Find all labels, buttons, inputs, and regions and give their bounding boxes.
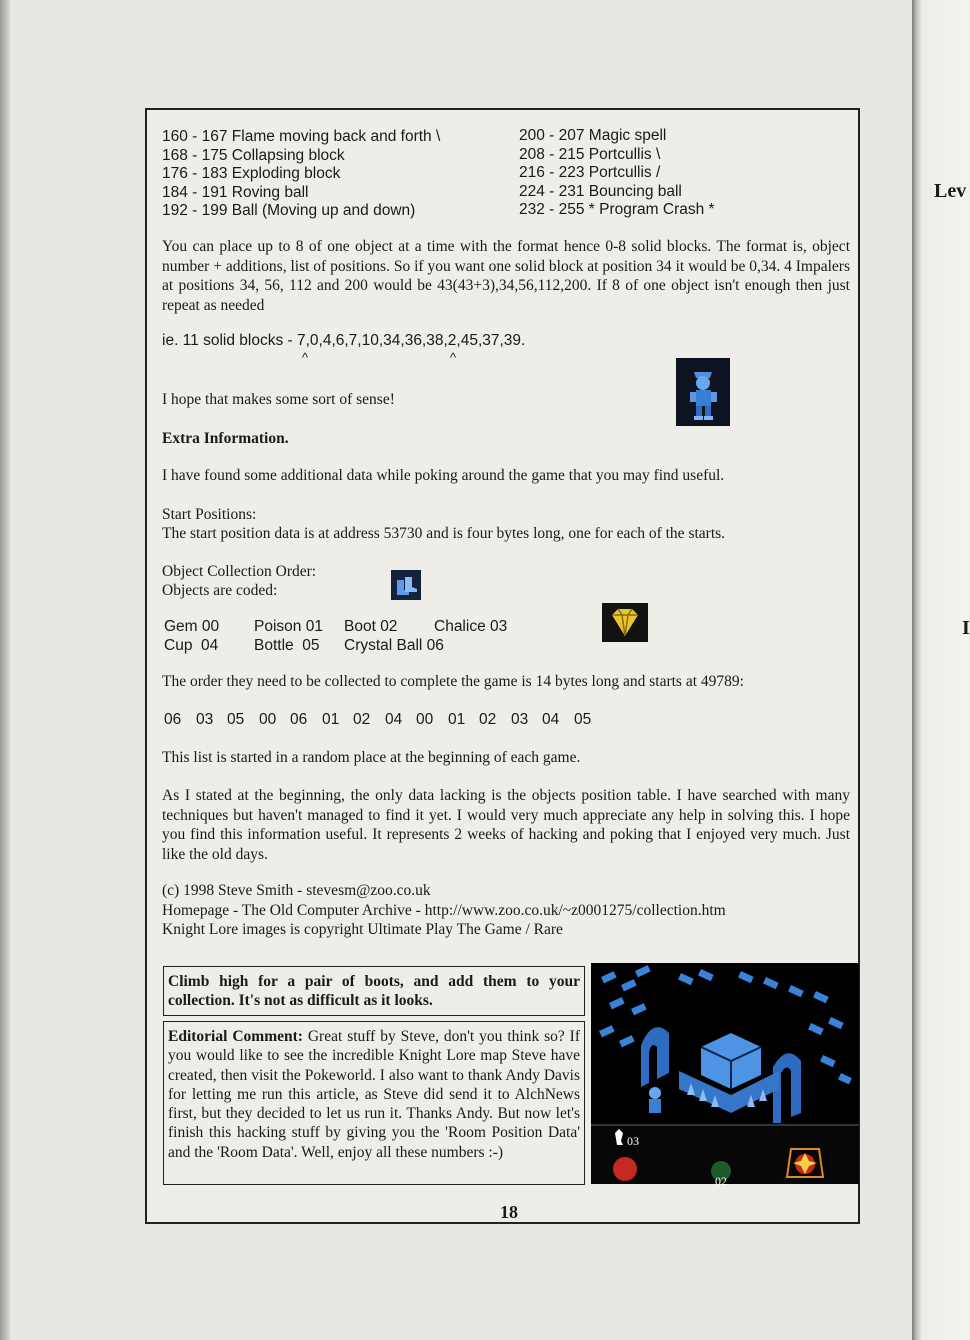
- knight-lore-screenshot: [591, 963, 859, 1188]
- list-item: 216 - 223 Portcullis /: [519, 164, 661, 181]
- object-list-right: [519, 127, 715, 220]
- extra-info-intro: I have found some additional data while poking around the game that you may find useful.: [162, 467, 725, 484]
- credits-block: [162, 881, 726, 940]
- days-counter: 02: [715, 1174, 727, 1188]
- order-value: 06: [290, 711, 308, 728]
- object-code: Gem 00: [164, 618, 220, 635]
- order-value: 05: [574, 711, 592, 728]
- caret-mark: ^: [450, 350, 457, 365]
- image-caption: Climb high for a pair of boots, and add them to your collection. It's not as difficult as it looks.: [168, 973, 580, 1010]
- object-code: Crystal Ball 06: [344, 637, 444, 654]
- facing-page-fragment-2: I: [962, 617, 970, 639]
- list-item: 224 - 231 Bouncing ball: [519, 182, 682, 200]
- object-code: Cup 04: [164, 637, 219, 654]
- collection-order-values: [164, 711, 604, 731]
- order-value: 05: [227, 711, 245, 728]
- order-value: 03: [511, 711, 529, 728]
- objects-coded-label: Objects are coded:: [162, 582, 278, 599]
- random-start-text: This list is started in a random place at the beginning of each game.: [162, 749, 581, 766]
- editorial-box: [163, 1021, 585, 1185]
- format-paragraph: You can place up to 8 of one object at a time with the format hence 0-8 solid blocks. The format is, object number + additions, list of positions. So if you want one solid block at position 34 it would be 0,34. 4 Impalers at positions 34, 56, 112 and 200 would be 43(43+3),34,56,112,200. If 8 of one object isn't enough then just repeat as needed: [162, 238, 850, 314]
- extra-info-heading: Extra Information.: [162, 430, 289, 447]
- order-value: 04: [542, 711, 560, 728]
- caption-box: [163, 966, 585, 1016]
- start-positions-heading: Start Positions:: [162, 506, 257, 523]
- order-value: 04: [385, 711, 403, 728]
- lives-counter: 03: [627, 1134, 639, 1148]
- order-value: 06: [164, 711, 182, 728]
- facing-page-edge: [912, 0, 969, 1340]
- hope-line: I hope that makes some sort of sense!: [162, 391, 395, 408]
- order-value: 01: [448, 711, 466, 728]
- list-item: 184 - 191 Roving ball: [162, 183, 309, 201]
- credit-line: Homepage - The Old Computer Archive - http://www.zoo.co.uk/~z0001275/collection.htm: [162, 901, 726, 919]
- example-line: ie. 11 solid blocks - 7,0,4,6,7,10,34,36,38,2,45,37,39.: [162, 332, 526, 349]
- editorial-label: Editorial Comment:: [168, 1028, 303, 1045]
- editorial-text: Great stuff by Steve, don't you think so? If you would like to see the incredible Knight Lore map Steve have created, then visit the Pokeworld. I also want to thank Andy Davis for letting me run this article, as Steve did send it to AlchNews first, but they decided to let us run it. Thanks Andy. But now let's finish this hacking stuff by giving you the 'Room Position Data' and the 'Room Data'. Well, enjoy all these numbers :-): [168, 1028, 581, 1161]
- order-value: 01: [322, 711, 340, 728]
- caret-mark: ^: [302, 350, 309, 365]
- list-item: 160 - 167 Flame moving back and forth \: [162, 128, 441, 145]
- credit-line: Knight Lore images is copyright Ultimate Play The Game / Rare: [162, 921, 563, 938]
- list-item: 232 - 255 * Program Crash *: [519, 201, 715, 218]
- boots-sprite-image: [391, 570, 421, 600]
- order-value: 02: [353, 711, 371, 728]
- order-value: 00: [259, 711, 277, 728]
- collection-order-heading: Object Collection Order:: [162, 563, 317, 580]
- scan-left-edge: [0, 0, 10, 1340]
- list-item: 192 - 199 Ball (Moving up and down): [162, 202, 416, 219]
- start-positions-text: The start position data is at address 53730 and is four bytes long, one for each of the starts.: [162, 525, 726, 542]
- order-value: 00: [416, 711, 434, 728]
- gem-sprite-image: [602, 603, 648, 642]
- collection-order-text: The order they need to be collected to complete the game is 14 bytes long and starts at 49789:: [162, 673, 744, 690]
- closing-paragraph: As I stated at the beginning, the only data lacking is the objects position table. I have searched with many techniques but haven't managed to find it yet. I would very much appreciate any help in solving this. I hope you find this information useful. It represents 2 weeks of hacking and poking that I enjoyed very much. Just like the old days.: [162, 787, 850, 863]
- object-code: Chalice 03: [434, 618, 508, 635]
- object-code: Poison 01: [254, 618, 323, 635]
- page-number: 18: [500, 1202, 518, 1222]
- list-item: 200 - 207 Magic spell: [519, 127, 667, 144]
- list-item: 176 - 183 Exploding block: [162, 165, 341, 182]
- order-value: 02: [479, 711, 497, 728]
- order-value: 03: [196, 711, 214, 728]
- object-code: Bottle 05: [254, 637, 320, 654]
- knight-sprite-image: [676, 358, 730, 426]
- object-code: Boot 02: [344, 618, 398, 635]
- facing-page-fragment: Lev: [934, 180, 967, 202]
- list-item: 208 - 215 Portcullis \: [519, 145, 661, 163]
- credit-line: (c) 1998 Steve Smith - stevesm@zoo.co.uk: [162, 882, 431, 899]
- object-list-left: [162, 128, 440, 221]
- list-item: 168 - 175 Collapsing block: [162, 146, 345, 164]
